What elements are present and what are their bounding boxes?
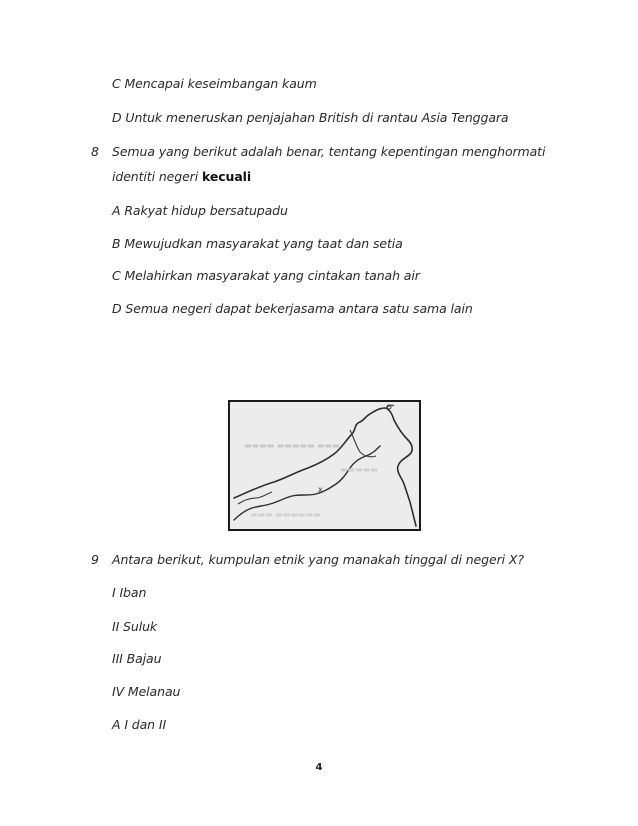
q7-option-d: D Untuk meneruskan penjajahan British di rantau Asia Tenggara bbox=[112, 110, 509, 125]
q8-number: 8 bbox=[91, 144, 99, 159]
q9-number: 9 bbox=[91, 552, 99, 567]
faded-background-print: ▬▬▬▬ ▬▬▬▬▬ ▬▬▬ bbox=[244, 441, 340, 450]
borneo-map-outline bbox=[230, 402, 419, 529]
q9-item-4: IV Melanau bbox=[112, 684, 181, 699]
map-marker-x: x bbox=[318, 485, 323, 494]
q9-option-a: A I dan II bbox=[112, 717, 167, 732]
q8-option-a: A Rakyat hidup bersatupadu bbox=[112, 203, 288, 218]
q8-stem-prefix: identiti negeri bbox=[112, 169, 199, 184]
svg-text:▬▬▬▬▬: ▬▬▬▬▬ bbox=[340, 465, 378, 474]
q8-stem-emphasis: kecuali bbox=[201, 169, 252, 184]
map-image bbox=[228, 400, 421, 531]
page-number: 4 bbox=[315, 762, 323, 773]
q8-option-d: D Semua negeri dapat bekerjasama antara satu sama lain bbox=[112, 301, 473, 316]
q9-item-3: III Bajau bbox=[112, 651, 162, 666]
q8-option-c: C Melahirkan masyarakat yang cintakan tanah air bbox=[112, 268, 420, 283]
q8-stem-line2 bbox=[112, 169, 251, 185]
q8-stem-line1: Semua yang berikut adalah benar, tentang kepentingan menghormati bbox=[112, 144, 546, 159]
q7-option-c: C Mencapai keseimbangan kaum bbox=[112, 76, 317, 91]
q8-option-b: B Mewujudkan masyarakat yang taat dan setia bbox=[112, 236, 403, 251]
q9-item-2: II Suluk bbox=[112, 619, 158, 634]
svg-text:▬▬▬ ▬▬▬▬▬▬: ▬▬▬ ▬▬▬▬▬▬ bbox=[250, 510, 321, 519]
q9-stem: Antara berikut, kumpulan etnik yang manakah tinggal di negeri X? bbox=[112, 552, 524, 567]
q9-item-1: I Iban bbox=[112, 585, 147, 600]
